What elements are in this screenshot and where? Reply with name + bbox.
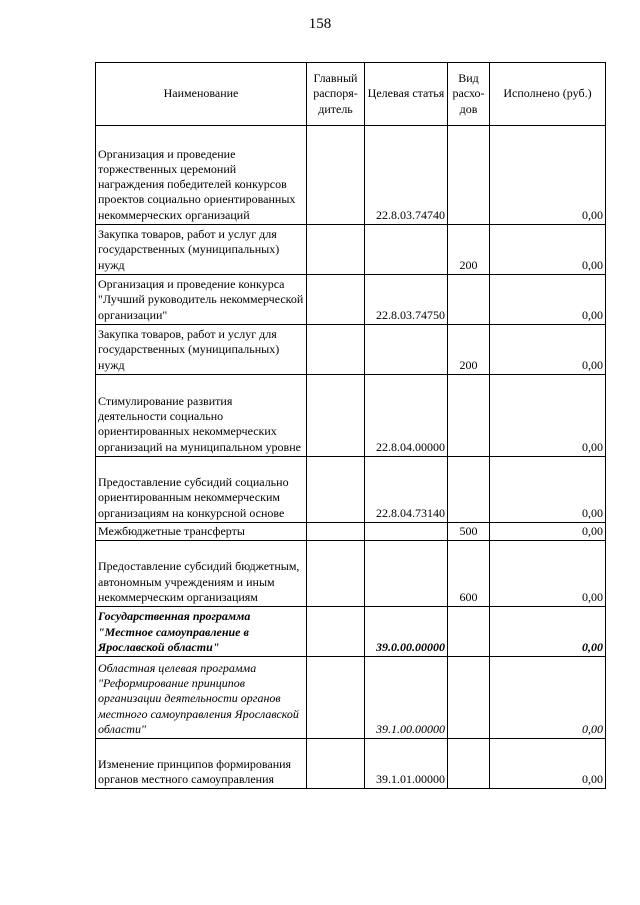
row-article: 22.8.03.74740 xyxy=(365,126,448,225)
row-name: Организация и проведение торжественных церемоний награждения победителей конкурсов проектов социально ориентированных некоммерческих организаций xyxy=(96,126,307,225)
row-expense-type xyxy=(448,275,490,325)
row-expense-type: 500 xyxy=(448,523,490,541)
row-admin xyxy=(307,541,365,607)
row-expense-type xyxy=(448,739,490,789)
row-admin xyxy=(307,523,365,541)
row-expense-type: 600 xyxy=(448,541,490,607)
row-expense-type xyxy=(448,657,490,739)
row-article xyxy=(365,523,448,541)
table-row xyxy=(96,225,606,275)
row-executed-amount: 0,00 xyxy=(490,375,606,457)
row-article: 39.0.00.00000 xyxy=(365,607,448,657)
row-admin xyxy=(307,275,365,325)
header-article: Целевая статья xyxy=(365,63,448,126)
row-name: Закупка товаров, работ и услуг для государственных (муниципальных) нужд xyxy=(96,225,307,275)
row-executed-amount: 0,00 xyxy=(490,523,606,541)
table-body xyxy=(96,126,606,789)
row-admin xyxy=(307,739,365,789)
row-article xyxy=(365,225,448,275)
table-row xyxy=(96,541,606,607)
row-admin xyxy=(307,325,365,375)
row-name: Предоставление субсидий бюджетным, автономным учреждениям и иным некоммерческим организациям xyxy=(96,541,307,607)
table-row xyxy=(96,657,606,739)
row-admin xyxy=(307,375,365,457)
row-executed-amount: 0,00 xyxy=(490,275,606,325)
table-row xyxy=(96,739,606,789)
page-number: 158 xyxy=(308,16,332,32)
row-name: Организация и проведение конкурса "Лучший руководитель некоммерческой организации" xyxy=(96,275,307,325)
header-expense-type: Вид расхо-дов xyxy=(448,63,490,126)
table-row xyxy=(96,607,606,657)
row-article: 39.1.00.00000 xyxy=(365,657,448,739)
row-name: Государственная программа "Местное самоуправление в Ярославской области" xyxy=(96,607,307,657)
row-name: Закупка товаров, работ и услуг для государственных (муниципальных) нужд xyxy=(96,325,307,375)
row-executed-amount: 0,00 xyxy=(490,739,606,789)
row-admin xyxy=(307,457,365,523)
row-executed-amount: 0,00 xyxy=(490,657,606,739)
table-row xyxy=(96,523,606,541)
row-article: 22.8.03.74750 xyxy=(365,275,448,325)
row-admin xyxy=(307,126,365,225)
row-name: Областная целевая программа "Реформирование принципов организации деятельности органов местного самоуправления Ярославской области" xyxy=(96,657,307,739)
row-name: Межбюджетные трансферты xyxy=(96,523,307,541)
row-expense-type xyxy=(448,375,490,457)
row-article xyxy=(365,541,448,607)
row-expense-type: 200 xyxy=(448,325,490,375)
header-row xyxy=(96,63,606,126)
budget-table xyxy=(95,62,606,789)
row-executed-amount: 0,00 xyxy=(490,225,606,275)
row-executed-amount: 0,00 xyxy=(490,541,606,607)
row-expense-type xyxy=(448,607,490,657)
row-name: Предоставление субсидий социально ориентированным некоммерческим организациям на конкурсной основе xyxy=(96,457,307,523)
table-row xyxy=(96,457,606,523)
row-article: 39.1.01.00000 xyxy=(365,739,448,789)
table-row xyxy=(96,275,606,325)
row-expense-type xyxy=(448,457,490,523)
table-row xyxy=(96,325,606,375)
row-admin xyxy=(307,607,365,657)
header-executed: Исполнено (руб.) xyxy=(490,63,606,126)
row-admin xyxy=(307,657,365,739)
row-expense-type: 200 xyxy=(448,225,490,275)
row-article: 22.8.04.73140 xyxy=(365,457,448,523)
row-article xyxy=(365,325,448,375)
table-row xyxy=(96,375,606,457)
row-executed-amount: 0,00 xyxy=(490,126,606,225)
row-name: Стимулирование развития деятельности социально ориентированных некоммерческих организаций на муниципальном уровне xyxy=(96,375,307,457)
row-executed-amount: 0,00 xyxy=(490,325,606,375)
row-article: 22.8.04.00000 xyxy=(365,375,448,457)
header-admin: Главный распоря-дитель xyxy=(307,63,365,126)
row-name: Изменение принципов формирования органов местного самоуправления xyxy=(96,739,307,789)
row-executed-amount: 0,00 xyxy=(490,457,606,523)
table-row xyxy=(96,126,606,225)
row-admin xyxy=(307,225,365,275)
row-executed-amount: 0,00 xyxy=(490,607,606,657)
header-name: Наименование xyxy=(96,63,307,126)
row-expense-type xyxy=(448,126,490,225)
